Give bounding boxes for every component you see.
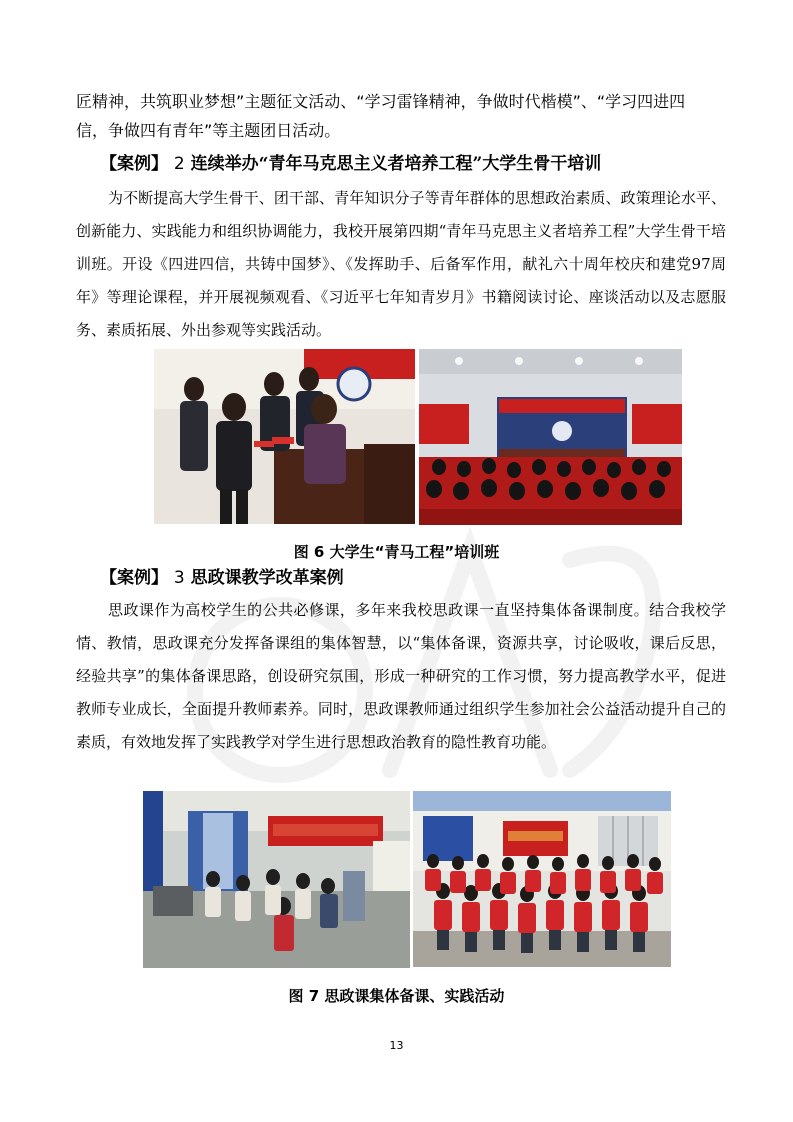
figure-6-caption: 图 6 大学生“青马工程”培训班	[293, 543, 500, 561]
case-2-body: 为不断提高大学生骨干、团干部、青年知识分子等青年群体的思想政治素质、政策理论水平、创新能力、实践能力和组织协调能力，我校开展第四期“青年马克思主义者培养工程”大学生骨干培训班。开设《四进四信，共铸中国梦》、《发挥助手、后备军作用，献礼六十周年校庆和建党97周年》等理论课程，并开展视频观看、《习近平七年知青岁月》书籍阅读讨论、座谈活动以及志愿服务、素质拓展、外出参观等实践活动。	[76, 189, 726, 339]
case-2-title: 连续举办“青年马克思主义者培养工程”大学生骨干培训	[190, 154, 602, 174]
photo-training-auditorium	[419, 349, 682, 525]
intro-line-2: 信，争做四有青年”等主题团日活动。	[76, 121, 341, 140]
intro-line-1: 匠精神，共筑职业梦想”主题征文活动、“学习雷锋精神，争做时代楷模”、“学习四进四	[76, 92, 686, 111]
figure-7-caption: 图 7 思政课集体备课、实践活动	[288, 987, 505, 1005]
case-3-body: 思政课作为高校学生的公共必修课，多年来我校思政课一直坚持集体备课制度。结合我校学情、教情，思政课充分发挥备课组的集体智慧，以“集体备课，资源共享，讨论吸收，课后反思，经验共享”的集体备课思路，创设研究氛围，形成一种研究的工作习惯，努力提高教学水平，促进教师专业成长，全面提升教师素养。同时，思政课教师通过组织学生参加社会公益活动提升自己的素质，有效地发挥了实践教学对学生进行思想政治教育的隐性教育功能。	[76, 601, 726, 751]
photo-volunteer-group	[413, 791, 671, 967]
photo-certificate-ceremony	[154, 349, 415, 524]
page-number: 13	[389, 1039, 404, 1052]
case-2-number: 2	[173, 154, 185, 174]
case-2-tag: 【案例】	[100, 154, 168, 174]
case-2-heading	[100, 153, 720, 175]
case-3-title: 思政课教学改革案例	[190, 568, 344, 588]
case-3-number: 3	[173, 568, 185, 588]
photo-lesson-preparation-meeting	[143, 791, 410, 968]
case-3-heading	[100, 567, 720, 589]
case-3-tag: 【案例】	[100, 568, 168, 588]
